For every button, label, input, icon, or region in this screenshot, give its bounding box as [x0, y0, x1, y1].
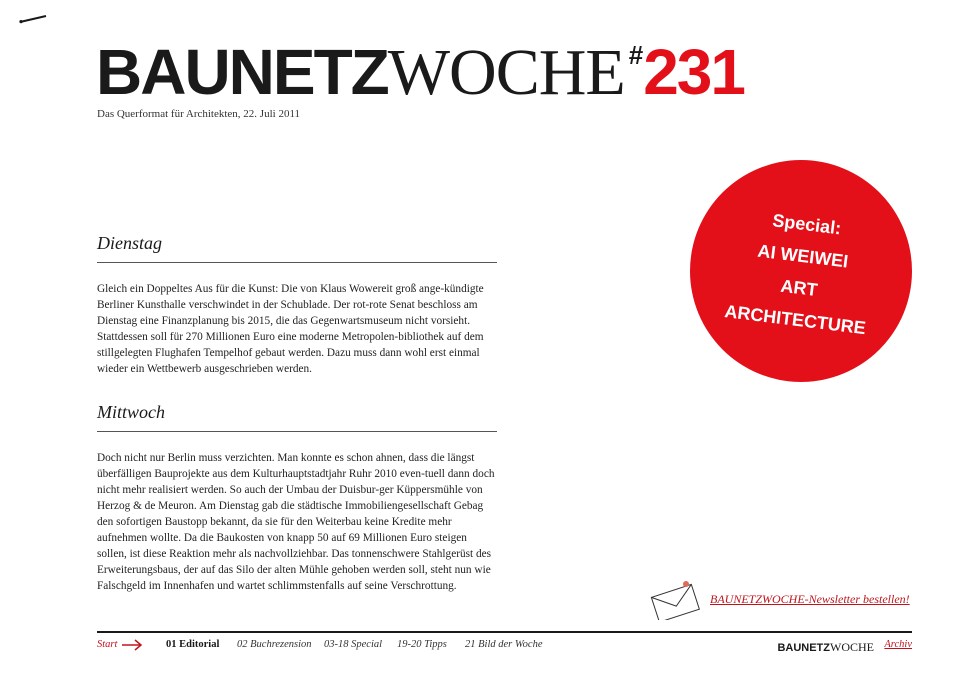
section-divider: [97, 431, 497, 432]
special-badge-text: [683, 195, 919, 349]
footer-brand-woche: WOCHE: [830, 640, 874, 654]
masthead-baunetz: BAUNETZ: [96, 36, 388, 108]
badge-line-architecture: ARCHITECTURE: [723, 301, 867, 339]
masthead-logo: [96, 36, 744, 109]
masthead-hash: #: [628, 40, 644, 70]
newsletter-signup[interactable]: [648, 574, 918, 624]
nav-item-tipps[interactable]: 19-20 Tipps: [397, 639, 447, 650]
footer-brand-baunetz: BAUNETZ: [777, 642, 830, 654]
nav-start[interactable]: Start: [97, 639, 118, 650]
section-divider: [97, 262, 497, 263]
footer-nav: [97, 639, 912, 657]
footer-divider: [97, 631, 912, 633]
archiv-link[interactable]: Archiv: [884, 639, 912, 650]
corner-mark-icon: [18, 14, 48, 24]
footer-brand-logo: [777, 640, 874, 655]
section-text-dienstag: Gleich ein Doppeltes Aus für die Kunst: Die von Klaus Wowereit groß ange-kündigte Berliner Kunsthalle verschwindet in der Schublade. Der rot-rote Senat beschloss am Dienstag eine Finanzplanung bis 2015, die das Gegenwartsmuseum nicht vorsieht. Stattdessen soll für 270 Millionen Euro eine moderne Metropolen-bibliothek auf dem stillgelegten Flughafen Tempelhof gebaut werden. Dazu muss dann wohl erst einmal wieder ein Wettbewerb ausgeschrieben werden.: [97, 283, 484, 375]
envelope-icon: [648, 580, 704, 620]
section-title-mittwoch: Mittwoch: [97, 402, 165, 422]
masthead-subtitle: Das Querformat für Architekten, 22. Juli 2011: [97, 108, 301, 120]
nav-item-special[interactable]: 03-18 Special: [324, 639, 383, 650]
special-badge[interactable]: [690, 160, 912, 382]
arrow-right-icon: [121, 639, 143, 651]
nav-item-buchrezension[interactable]: 02 Buchrezension: [237, 639, 312, 650]
nav-item-editorial[interactable]: 01 Editorial: [166, 639, 220, 650]
newsletter-link[interactable]: BAUNETZWOCHE-Newsletter bestellen!: [710, 592, 910, 606]
badge-line-special: Special:: [771, 210, 843, 239]
section-title-dienstag: Dienstag: [97, 233, 162, 253]
badge-line-artist: AI WEIWEI: [756, 240, 850, 272]
issue-number: 231: [643, 36, 744, 108]
section-text-mittwoch: Doch nicht nur Berlin muss verzichten. Man konnte es schon ahnen, dass die längst überfälligen Bauprojekte aus dem Kulturhauptstadtjahr Ruhr 2010 even-tuell dann doch nicht mehr realisiert werden. So auch der Umbau der Duisbur-ger Küppersmühle von Herzog & de Meuron. Am Dienstag gab die städtische Immobiliengesellschaft Gebag den sofortigen Baustopp bekannt, da sie für den Weiterbau keine Kredite mehr aufnehmen wollte. Da die Baukosten von knapp 50 auf 69 Millionen Euro steigen sollen, ist diese Reaktion mehr als nachvollziehbar. Das tonnenschwere Stahlgerüst des Erweiterungsbaus, der auf das Silo der alten Mühle gehoben werden soll, steht nun wie Falschgeld im Innenhafen und wartet schlimmstenfalls auf seine Verschrottung.: [97, 452, 495, 592]
badge-line-art: ART: [779, 275, 819, 301]
nav-item-bild-der-woche[interactable]: 21 Bild der Woche: [465, 639, 543, 650]
masthead-woche: WOCHE: [387, 36, 625, 109]
